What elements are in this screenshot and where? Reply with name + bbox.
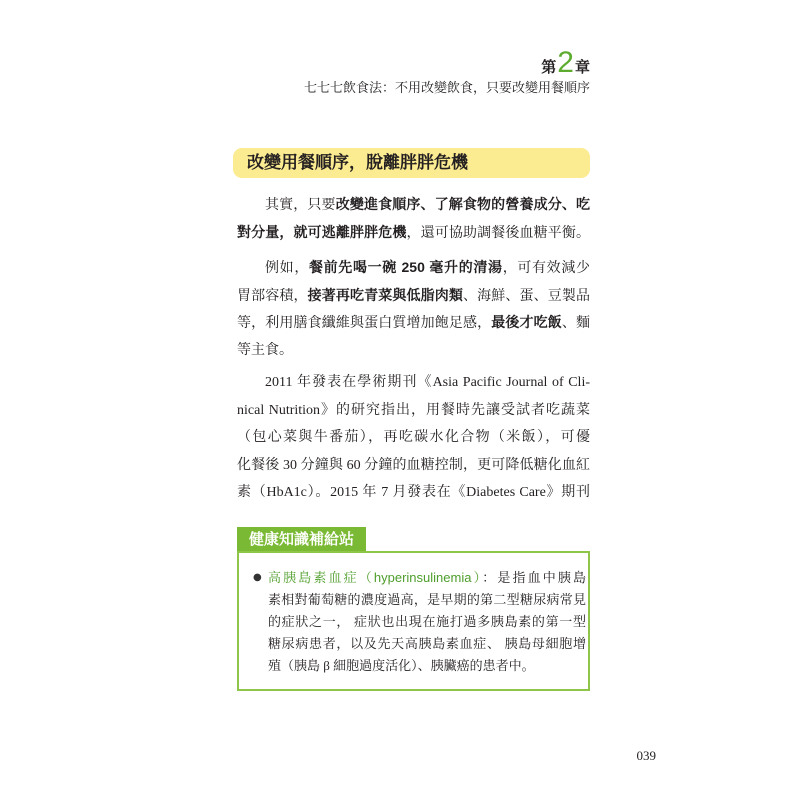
text-line (237, 452, 590, 480)
bold-text-segment: 改變進食順序、了解食物的營養成分、吃 (335, 196, 591, 212)
section-heading: 改變用餐順序，脫離胖胖危機 (247, 153, 468, 172)
text-line (237, 254, 590, 282)
text-segment: 等主食。 (237, 342, 293, 358)
text-line (237, 337, 590, 365)
text-segment: （包心菜與牛番茄），再吃碳水化合物（米飯），可優 (237, 430, 590, 445)
bold-text-segment: 餐前先喝一碗 250 毫升的清湯 (308, 259, 503, 275)
info-box-title: 健康知識補給站 (237, 527, 366, 552)
text-segment: 化餐後 30 分鐘與 60 分鐘的血糖控制，更可降低糖化血紅 (237, 457, 590, 473)
text-line (237, 282, 590, 310)
text-line (237, 479, 590, 507)
running-head-title: 七七七飲食法：不用改變飲食，只要改變用餐順序 (303, 80, 590, 95)
text-segment: ，還可協助調餐後血糖平衡。 (406, 225, 590, 241)
bullet-marker: ● (253, 572, 262, 583)
text-line (237, 369, 590, 397)
info-text-line (268, 567, 586, 589)
bold-text-segment: 對分量，就可逃離胖胖危機 (237, 223, 407, 240)
info-text-line: 素相對葡萄糖的濃度過高，是早期的第二型糖尿病常見 (268, 592, 586, 607)
text-line (237, 424, 590, 452)
bold-text-segment: 接著再吃青菜與低脂肉類 (307, 286, 463, 303)
text-segment: 其實，只要 (265, 198, 336, 213)
bold-text-segment: 最後才吃飯 (491, 314, 562, 330)
text-line (237, 397, 590, 425)
body-paragraph (237, 254, 590, 364)
info-text-line: 糖尿病患者，以及先天高胰島素血症、 胰島母細胞增 (268, 636, 586, 651)
info-box-body (268, 567, 586, 677)
page-number: 039 (636, 748, 656, 763)
chapter-number: 2 (557, 46, 574, 79)
section-heading-bar (233, 148, 590, 178)
text-segment: 例如， (265, 261, 309, 276)
info-text-line: 殖（胰島 β 細胞過度活化）、胰臟癌的患者中。 (268, 658, 535, 673)
text-segment: 等，利用膳食纖維與蛋白質增加飽足感， (237, 316, 492, 331)
text-line (237, 219, 590, 247)
text-segment: 胃部容積， (237, 288, 308, 304)
text-segment: nical Nutrition》的研究指出，用餐時先讓受試者吃蔬菜 (237, 402, 590, 418)
text-segment: ：是指血中胰島 (482, 570, 586, 585)
text-segment: ，可有效減少 (502, 261, 591, 276)
chapter-label (541, 46, 590, 80)
body-paragraph (237, 369, 590, 507)
text-segment: 、海鮮、蛋、豆製品 (463, 288, 590, 304)
info-text-line: 的症狀之一， 症狀也出現在施打過多胰島素的第一型 (268, 614, 586, 629)
body-paragraph (237, 191, 590, 246)
info-box (237, 551, 590, 691)
chapter-prefix: 第 (541, 59, 557, 76)
chapter-suffix: 章 (574, 59, 590, 76)
text-segment: 2011 年發表在學術期刊《Asia Pacific Journal of Cli- (265, 375, 590, 390)
text-segment: 素（HbA1c）。2015 年 7 月發表在《Diabetes Care》期刊 (237, 485, 590, 500)
text-line (237, 309, 590, 337)
text-segment: 、麵 (561, 316, 590, 331)
glossary-term: 高胰島素血症（hyperinsulinemia） (268, 570, 483, 585)
text-line (237, 191, 590, 219)
